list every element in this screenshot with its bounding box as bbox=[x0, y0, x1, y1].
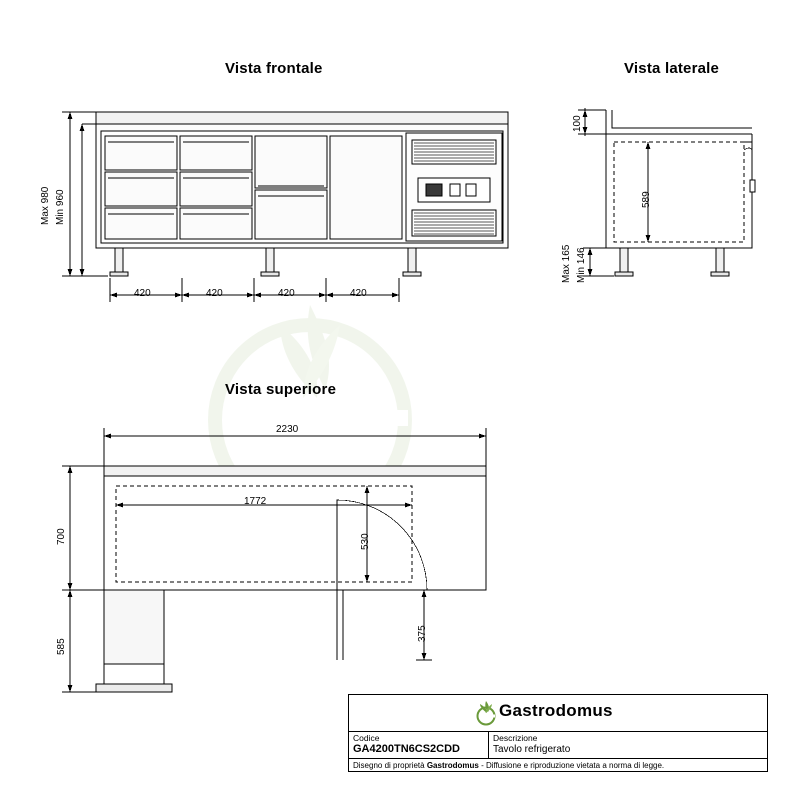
gastrodomus-logo-icon bbox=[473, 700, 499, 726]
dim-front-module-2: 420 bbox=[206, 288, 223, 299]
view-title-front: Vista frontale bbox=[225, 60, 323, 77]
title-block-footer-row bbox=[349, 759, 767, 773]
title-block-fields-row bbox=[349, 732, 767, 759]
dim-front-module-3: 420 bbox=[278, 288, 295, 299]
dim-front-height-max: Max 980 bbox=[40, 186, 51, 225]
dim-side-top-offset: 100 bbox=[572, 115, 583, 132]
description-cell bbox=[489, 732, 767, 758]
dim-side-inner-height: 589 bbox=[641, 191, 652, 208]
title-block bbox=[348, 694, 768, 772]
title-block-brand-row bbox=[349, 695, 767, 732]
dim-top-lower-depth: 585 bbox=[56, 638, 67, 655]
dim-side-foot-min: Min 146 bbox=[576, 247, 587, 283]
description-label: Descrizione bbox=[493, 733, 538, 743]
copyright-brand: Gastrodomus bbox=[426, 761, 479, 770]
brand-name: Gastrodomus bbox=[499, 701, 613, 720]
dim-front-height-min: Min 960 bbox=[55, 189, 66, 225]
code-value: GA4200TN6CS2CDD bbox=[353, 743, 460, 755]
dim-top-door-depth: 530 bbox=[360, 533, 371, 550]
view-title-top: Vista superiore bbox=[225, 381, 337, 398]
dim-top-depth: 700 bbox=[56, 528, 67, 545]
copyright-note bbox=[349, 759, 767, 772]
dim-top-door-swing: 375 bbox=[417, 625, 428, 642]
dim-top-total-width: 2230 bbox=[276, 424, 299, 435]
copyright-suffix: - Diffusione e riproduzione vietata a norma di legge. bbox=[478, 761, 665, 770]
copyright-prefix: Disegno di proprietà bbox=[353, 761, 427, 770]
description-value: Tavolo refrigerato bbox=[493, 744, 571, 755]
dim-side-foot-max: Max 165 bbox=[561, 244, 572, 283]
dim-front-module-4: 420 bbox=[350, 288, 367, 299]
dim-top-inner-width: 1772 bbox=[244, 496, 267, 507]
view-title-side: Vista laterale bbox=[624, 60, 720, 77]
dim-front-module-1: 420 bbox=[134, 288, 151, 299]
code-label: Codice bbox=[353, 733, 380, 743]
code-cell bbox=[349, 732, 489, 758]
